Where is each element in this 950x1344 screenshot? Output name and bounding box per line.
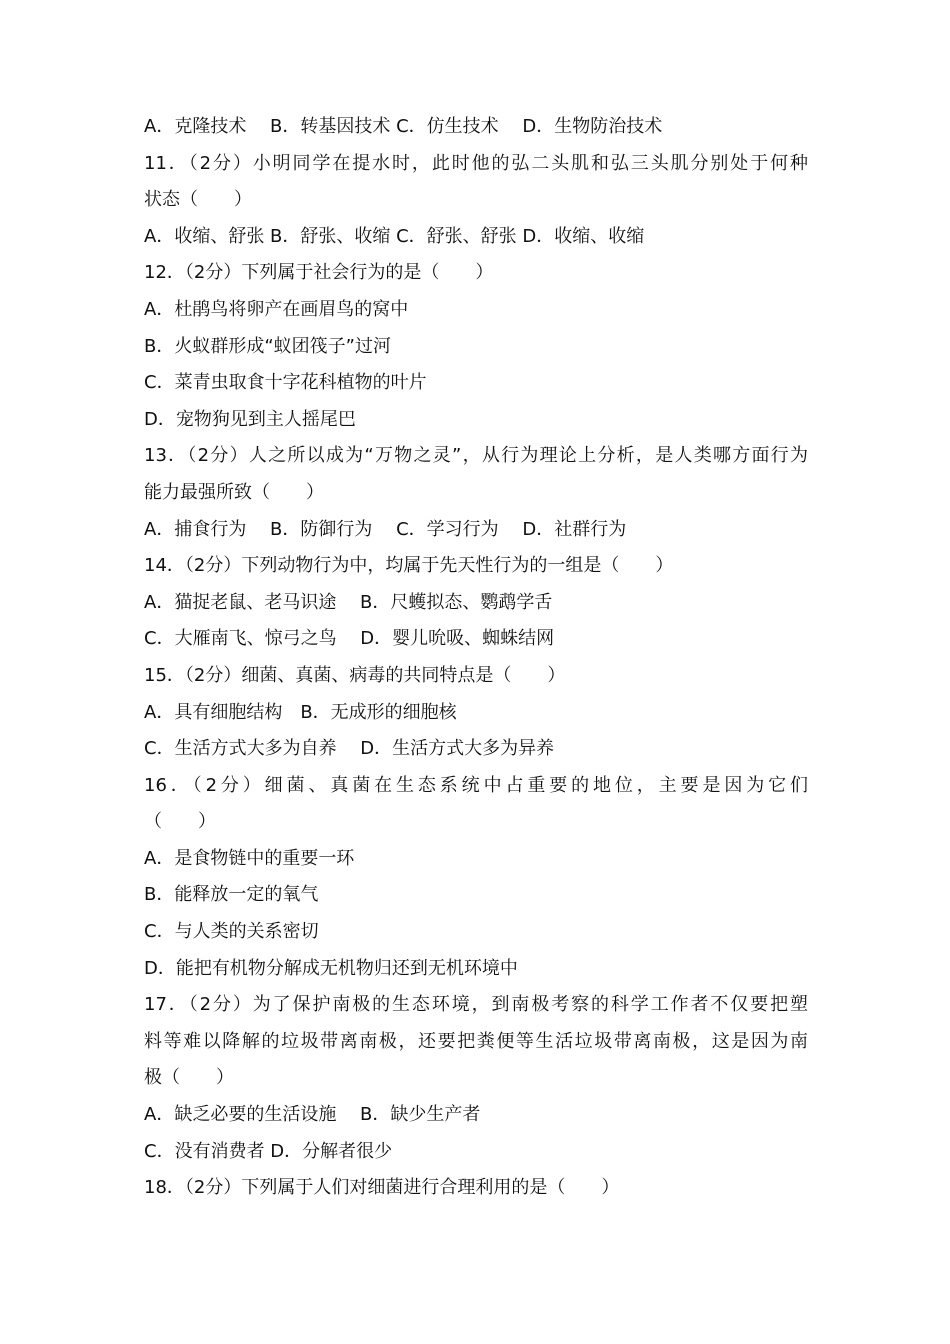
q16-stem-line2: （ ） [144, 811, 216, 833]
q11-stem-line1: 11．（2分）小明同学在提水时，此时他的弘二头肌和弘三头肌分别处于何种 [144, 152, 808, 174]
q16-option-c: C．与人类的关系密切 [144, 921, 319, 943]
q11-stem-line2: 状态（ ） [144, 189, 252, 211]
q14-options-ab: A．猫捉老鼠、老马识途 B．尺蠖拟态、鹦鹉学舌 [144, 591, 553, 613]
q12-stem: 12．（2分）下列属于社会行为的是（ ） [144, 262, 494, 284]
q16-stem-line1: 16．（2分）细菌、真菌在生态系统中占重要的地位，主要是因为它们 [144, 774, 808, 796]
q13-stem-line1: 13．（2分）人之所以成为“万物之灵”，从行为理论上分析，是人类哪方面行为 [144, 445, 808, 467]
q10-options: A．克隆技术 B．转基因技术 C．仿生技术 D．生物防治技术 [144, 116, 663, 137]
q12-option-c: C．菜青虫取食十字花科植物的叶片 [144, 372, 427, 394]
q16-option-a: A．是食物链中的重要一环 [144, 847, 355, 869]
q13-options: A．捕食行为 B．防御行为 C．学习行为 D．社群行为 [144, 518, 627, 540]
question-list [144, 109, 808, 1207]
q17-options-cd: C．没有消费者 D．分解者很少 [144, 1140, 393, 1162]
q13-stem-line2: 能力最强所致（ ） [144, 481, 324, 503]
q15-options-cd: C．生活方式大多为自养 D．生活方式大多为异养 [144, 738, 555, 760]
q12-option-a: A．杜鹃鸟将卵产在画眉鸟的窝中 [144, 298, 409, 320]
q11-options: A．收缩、舒张 B．舒张、收缩 C．舒张、舒张 D．收缩、收缩 [144, 225, 645, 247]
q17-stem-line1: 17．（2分）为了保护南极的生态环境，到南极考察的科学工作者不仅要把塑 [144, 994, 808, 1016]
q14-options-cd: C．大雁南飞、惊弓之鸟 D．婴儿吮吸、蜘蛛结网 [144, 628, 555, 650]
q16-option-d: D．能把有机物分解成无机物归还到无机环境中 [144, 957, 518, 979]
q17-options-ab: A．缺乏必要的生活设施 B．缺少生产者 [144, 1104, 481, 1126]
q15-stem: 15．（2分）细菌、真菌、病毒的共同特点是（ ） [144, 664, 566, 686]
q12-option-d: D．宠物狗见到主人摇尾巴 [144, 408, 356, 430]
q12-option-b: B．火蚁群形成“蚁团筏子”过河 [144, 335, 391, 357]
q16-option-b: B．能释放一定的氧气 [144, 884, 319, 906]
q18-stem: 18．（2分）下列属于人们对细菌进行合理利用的是（ ） [144, 1177, 620, 1199]
q17-stem-line2: 料等难以降解的垃圾带离南极，还要把粪便等生活垃圾带离南极，这是因为南 [144, 1030, 808, 1052]
q14-stem: 14．（2分）下列动物行为中，均属于先天性行为的一组是（ ） [144, 555, 674, 577]
q15-options-ab: A．具有细胞结构 B．无成形的细胞核 [144, 701, 457, 723]
q17-stem-line3: 极（ ） [144, 1067, 234, 1089]
